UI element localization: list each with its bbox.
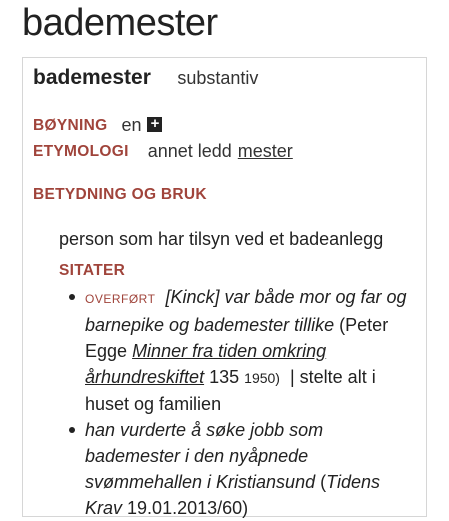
page-title: bademester (22, 2, 218, 44)
quote-source-open: (Peter Egge (85, 315, 389, 361)
meaning-label: BETYDNING OG BRUK (33, 186, 207, 203)
inflection-label: BØYNING (33, 116, 108, 134)
quote-source-title: Tidens Krav (85, 472, 380, 518)
quote-suffix: | stelte alt i huset og familien (85, 367, 376, 414)
quote-text: han vurderte å søke jobb som bademester i den nyåpnede svømmehallen i Kristiansund (85, 420, 324, 492)
bullet-icon (69, 294, 75, 300)
bullet-icon (69, 427, 75, 433)
meaning-heading (33, 186, 207, 204)
etymology-link-mester[interactable]: mester (237, 141, 293, 161)
definition-text: person som har tilsyn ved et badeanlegg (59, 229, 384, 249)
dictionary-entry-card (22, 57, 427, 517)
part-of-speech: substantiv (177, 68, 259, 88)
quote-source-page: 135 (209, 367, 240, 387)
list-item (59, 417, 419, 521)
quote-source-year: 1950) (244, 370, 280, 386)
inflection-row (33, 115, 162, 136)
quote-text: [Kinck] var både mor og far og barnepike og bademester tillike (85, 287, 407, 335)
quote-source-open: ( (320, 472, 327, 492)
inflection-value: en (121, 115, 142, 135)
quote-list (59, 284, 419, 521)
etymology-text: annet ledd (147, 141, 232, 161)
list-item (59, 284, 419, 417)
quotes-heading (59, 262, 125, 280)
usage-tag: OVERFØRT (85, 292, 156, 306)
etymology-row (33, 141, 293, 162)
expand-inflection-icon[interactable]: + (147, 117, 162, 132)
etymology-label: ETYMOLOGI (33, 142, 129, 160)
quote-source-title[interactable]: Minner fra tiden omkring århundreskiftet (85, 341, 327, 387)
entry-headword: bademester (33, 66, 151, 89)
quote-source-ref: 19.01.2013/60) (127, 498, 249, 518)
quotes-label: SITATER (59, 262, 126, 279)
entry-header (33, 66, 258, 90)
